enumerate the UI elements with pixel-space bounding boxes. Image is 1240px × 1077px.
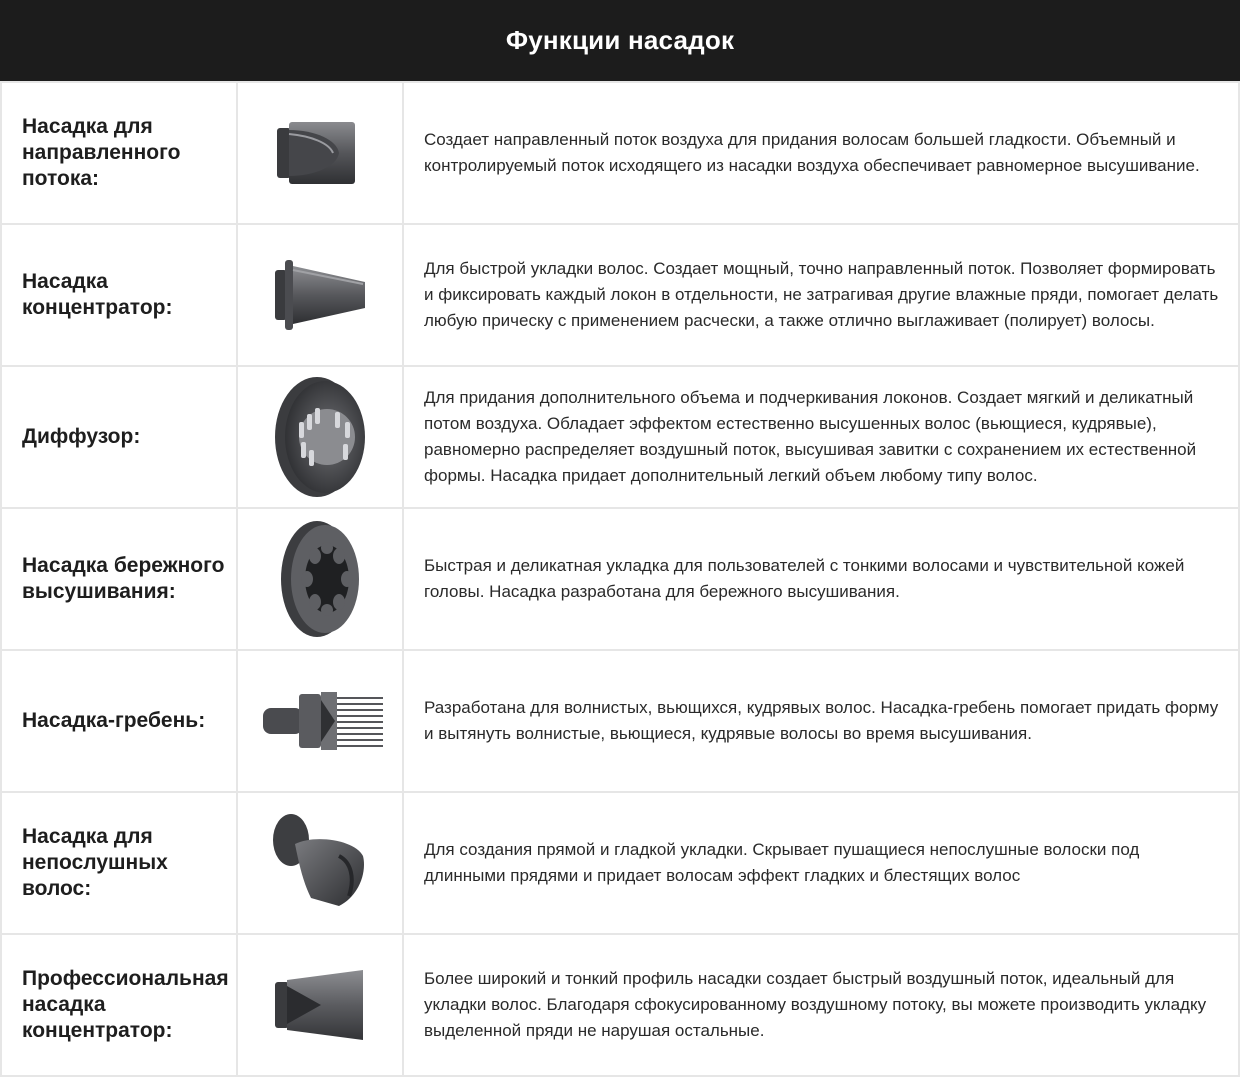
attachment-name: Насадка бережного высушивания: — [1, 508, 237, 650]
wide-tooth-comb-icon — [255, 656, 385, 786]
table-row — [1, 82, 1239, 224]
diffuser-icon — [255, 372, 385, 502]
attachment-name: Насадка-гребень: — [1, 650, 237, 792]
gentle-air-attachment-icon — [255, 514, 385, 644]
attachments-table — [0, 81, 1240, 1077]
table-row — [1, 508, 1239, 650]
attachment-description: Разработана для волнистых, вьющихся, кудрявых волос. Насадка-гребень помогает придать форму и вытянуть волнистые, вьющиеся, кудрявые волосы во время высушивания. — [403, 650, 1239, 792]
attachment-description: Для придания дополнительного объема и подчеркивания локонов. Создает мягкий и деликатный потом воздуха. Обладает эффектом естественно высушенных волос (вьющиеся, кудрявые), равномерно распределяет воздушный поток, высушивая завитки с сохранением их естественной формы. Насадка придает дополнительный легкий объем любому типу волос. — [403, 366, 1239, 508]
attachment-description: Для быстрой укладки волос. Создает мощный, точно направленный поток. Позволяет формировать и фиксировать каждый локон в отдельности, не затрагивая другие влажные пряди, помогает делать любую прическу с применением расчески, а также отлично выглаживает (полирует) волосы. — [403, 224, 1239, 366]
smoothing-nozzle-icon — [255, 88, 385, 218]
attachment-name: Профессиональная насадка концентратор: — [1, 934, 237, 1076]
page-header — [0, 0, 1240, 81]
attachment-name: Насадка концентратор: — [1, 224, 237, 366]
attachment-name: Насадка для направленного потока: — [1, 82, 237, 224]
professional-concentrator-icon — [255, 940, 385, 1070]
table-row — [1, 224, 1239, 366]
concentrator-nozzle-icon — [255, 230, 385, 360]
attachment-description: Более широкий и тонкий профиль насадки создает быстрый воздушный поток, идеальный для укладки волос. Благодаря сфокусированному воздушному потоку, вы можете производить укладку выделенной пряди не нарушая остальные. — [403, 934, 1239, 1076]
table-row — [1, 650, 1239, 792]
table-row — [1, 366, 1239, 508]
attachment-description: Для создания прямой и гладкой укладки. Скрывает пушащиеся непослушные волоски под длинными прядями и придает волосам эффект гладких и блестящих волос — [403, 792, 1239, 934]
attachment-description: Быстрая и деликатная укладка для пользователей с тонкими волосами и чувствительной кожей головы. Насадка разработана для бережного высушивания. — [403, 508, 1239, 650]
flyaway-attachment-icon — [255, 798, 385, 928]
table-row — [1, 792, 1239, 934]
table-row — [1, 934, 1239, 1076]
attachment-name: Насадка для непослушных волос: — [1, 792, 237, 934]
attachment-name: Диффузор: — [1, 366, 237, 508]
attachment-description: Создает направленный поток воздуха для придания волосам большей гладкости. Объемный и контролируемый поток исходящего из насадки воздуха обеспечивает равномерное высушивание. — [403, 82, 1239, 224]
page-title: Функции насадок — [505, 25, 735, 55]
